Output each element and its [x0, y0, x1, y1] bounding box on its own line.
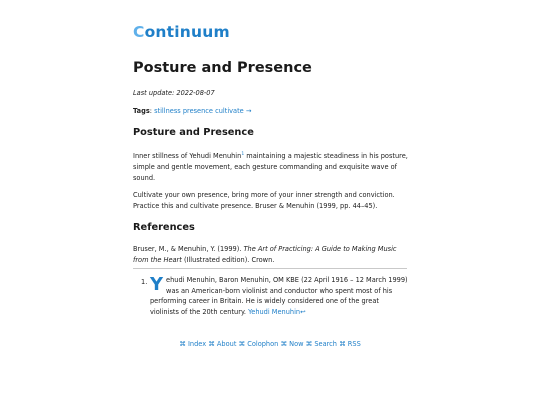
paragraph-1-start: Inner stillness of Yehudi Menuhin	[133, 152, 242, 160]
tags-arrow-icon: →	[245, 107, 252, 115]
command-icon: ⌘	[179, 340, 186, 348]
page-title: Posture and Presence	[133, 60, 312, 76]
tags-line: Tags: stillness presence cultivate →	[133, 107, 252, 115]
footer-link-about[interactable]: About	[216, 340, 237, 348]
command-icon: ⌘	[339, 340, 346, 348]
footer-link-colophon[interactable]: Colophon	[247, 340, 279, 348]
references-heading: References	[133, 222, 195, 233]
command-icon: ⌘	[238, 340, 246, 348]
footnotes-divider	[133, 268, 407, 269]
tag-link-cultivate[interactable]: cultivate	[215, 107, 244, 115]
footer-link-now[interactable]: Now	[289, 340, 304, 348]
reference-edition: (Illustrated edition). Crown.	[181, 255, 275, 264]
footer-link-rss[interactable]: RSS	[347, 340, 361, 348]
footnote-number: 1.	[141, 278, 148, 286]
footer-link-index[interactable]: Index	[187, 340, 207, 348]
command-icon: ⌘	[280, 340, 288, 348]
paragraph-1	[133, 150, 409, 183]
footnote-ref-1[interactable]: 1	[241, 152, 245, 157]
tag-link-stillness[interactable]: stillness	[154, 107, 181, 115]
reference-authors: Bruser, M., & Menuhin, Y. (1999).	[133, 245, 244, 253]
tags-label: Tags	[133, 107, 150, 115]
tag-link-presence[interactable]: presence	[182, 107, 213, 115]
last-update: Last update: 2022-08-07	[133, 89, 215, 97]
section-heading: Posture and Presence	[133, 127, 254, 138]
paragraph-1-end: maintaining a majestic steadiness in his posture, simple and gentle movement, each gesture commanding and exquisite wave of sound.	[133, 152, 408, 182]
paragraph-2: Cultivate your own presence, bring more of your inner strength and conviction. Practice this and cultivate presence. Bruser & Menuhin (1999, pp. 44–45).	[133, 191, 395, 210]
logo-initial: C	[133, 23, 145, 41]
footer-link-search[interactable]: Search	[314, 340, 337, 348]
reference-entry	[133, 244, 409, 266]
footer-nav	[0, 340, 540, 348]
footnote-body	[150, 275, 409, 317]
reference-title: The Art of Practicing: A Guide to Making Music from the Heart	[133, 245, 397, 264]
footnote-backlink[interactable]: Yehudi Menuhin↩	[248, 307, 306, 316]
site-logo[interactable]	[133, 23, 230, 41]
footnote-dropcap: Y	[150, 274, 164, 295]
footnote-text: ehudi Menuhin, Baron Menuhin, OM KBE (22 April 1916 – 12 March 1999) was an American-born violinist and conductor who spent most of his performing career in Britain. He is widely considered one of the great violinists of the 20th century.	[150, 276, 408, 316]
command-icon: ⌘	[305, 340, 313, 348]
command-icon: ⌘	[208, 340, 215, 348]
logo-text: ontinuum	[144, 23, 230, 41]
